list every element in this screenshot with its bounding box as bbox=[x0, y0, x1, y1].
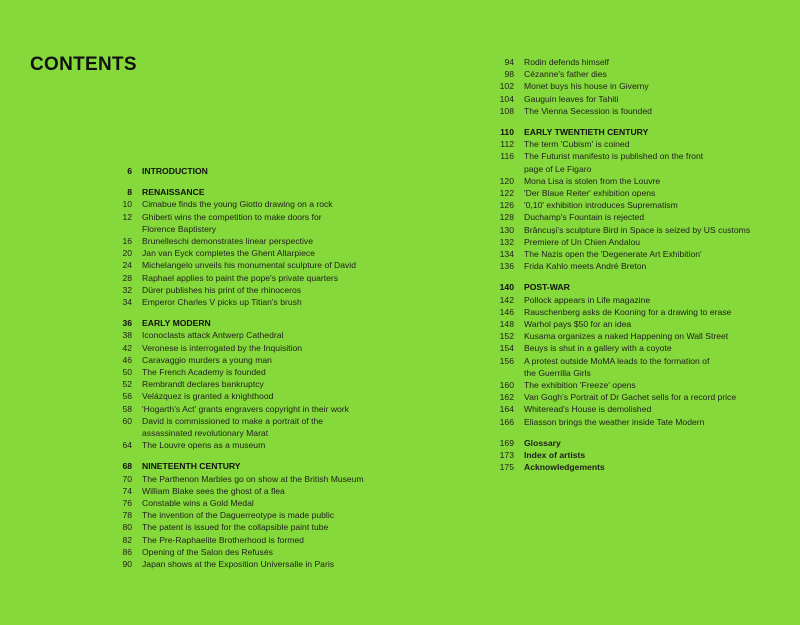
page-number: 156 bbox=[499, 355, 514, 366]
page-number: 36 bbox=[122, 318, 132, 329]
entry-title: Dürer publishes his print of the rhinoceros bbox=[142, 284, 302, 295]
toc-entry bbox=[492, 93, 782, 105]
entry-title: Frida Kahlo meets André Breton bbox=[524, 261, 647, 272]
entry-title: Caravaggio murders a young man bbox=[142, 354, 272, 365]
toc-entry bbox=[492, 199, 782, 211]
page-number: 148 bbox=[499, 319, 514, 330]
entry-title: Iconoclasts attack Antwerp Cathedral bbox=[142, 330, 284, 341]
entry-title: Acknowledgements bbox=[524, 462, 605, 473]
entry-title: The invention of the Daguerreotype is made public bbox=[142, 510, 335, 521]
page-number: 146 bbox=[499, 306, 514, 317]
page-number: 102 bbox=[499, 81, 514, 92]
page-number: 162 bbox=[499, 392, 514, 403]
entry-title: The Nazis open the 'Degenerate Art Exhibition' bbox=[524, 249, 702, 260]
entry-title: William Blake sees the ghost of a flea bbox=[142, 485, 285, 496]
contents-column-right bbox=[492, 56, 782, 483]
page-number: 110 bbox=[500, 127, 514, 138]
toc-section bbox=[492, 56, 782, 117]
section-heading bbox=[492, 281, 782, 293]
toc-entry bbox=[492, 260, 782, 272]
page-number: 164 bbox=[499, 404, 514, 415]
entry-title: Index of artists bbox=[524, 450, 586, 461]
toc-entry bbox=[110, 296, 400, 308]
page-number: 112 bbox=[500, 139, 514, 150]
toc-entry bbox=[492, 403, 782, 415]
page-number: 104 bbox=[499, 93, 514, 104]
section-heading bbox=[110, 460, 400, 472]
entry-title: Kusama organizes a naked Happening on Wall Street bbox=[524, 331, 729, 342]
toc-entry bbox=[492, 437, 782, 449]
toc-entry bbox=[492, 211, 782, 223]
toc-entry bbox=[492, 379, 782, 391]
toc-entry bbox=[110, 558, 400, 570]
toc-entry bbox=[492, 449, 782, 461]
toc-section bbox=[110, 460, 400, 570]
entry-title: Cimabue finds the young Giotto drawing on a rock bbox=[142, 199, 333, 210]
page-number: 175 bbox=[499, 462, 514, 473]
page-number: 80 bbox=[122, 522, 132, 533]
page-number: 12 bbox=[122, 211, 132, 222]
page-number: 8 bbox=[127, 187, 132, 198]
entry-title: The Futurist manifesto is published on the front bbox=[524, 151, 704, 162]
toc-entry bbox=[492, 236, 782, 248]
toc-entry bbox=[492, 80, 782, 92]
entry-title: page of Le Figaro bbox=[524, 163, 592, 174]
page-number: 128 bbox=[499, 212, 514, 223]
entry-title: Mona Lisa is stolen from the Louvre bbox=[524, 175, 661, 186]
toc-section bbox=[110, 186, 400, 308]
page-number: 134 bbox=[499, 249, 514, 260]
toc-entry bbox=[492, 461, 782, 473]
entry-title: Jan van Eyck completes the Ghent Altarpiece bbox=[142, 248, 315, 259]
page-number: 16 bbox=[122, 236, 132, 247]
page-number: 90 bbox=[122, 559, 132, 570]
toc-entry bbox=[492, 150, 782, 162]
entry-title: The Vienna Secession is founded bbox=[524, 105, 652, 116]
toc-entry bbox=[110, 329, 400, 341]
entry-title: Opening of the Salon des Refusés bbox=[142, 546, 273, 557]
entry-title: the Guerrilla Girls bbox=[524, 367, 591, 378]
entry-title: Gauguin leaves for Tahiti bbox=[524, 93, 619, 104]
toc-entry bbox=[492, 248, 782, 260]
page-number: 50 bbox=[122, 367, 132, 378]
page-number: 64 bbox=[122, 440, 132, 451]
toc-section bbox=[492, 281, 782, 427]
section-heading bbox=[110, 165, 400, 177]
page-number: 108 bbox=[499, 105, 514, 116]
entry-title: NINETEENTH CENTURY bbox=[142, 461, 241, 472]
toc-entry bbox=[110, 509, 400, 521]
toc-entry bbox=[110, 354, 400, 366]
entry-title: Veronese is interrogated by the Inquisition bbox=[142, 342, 303, 353]
page-number: 136 bbox=[499, 261, 514, 272]
entry-title: Beuys is shut in a gallery with a coyote bbox=[524, 343, 672, 354]
entry-title: EARLY TWENTIETH CENTURY bbox=[524, 127, 649, 138]
page-number: 169 bbox=[499, 437, 514, 448]
toc-entry bbox=[492, 105, 782, 117]
toc-entry bbox=[492, 68, 782, 80]
entry-continuation bbox=[110, 427, 400, 439]
page-number: 122 bbox=[499, 188, 514, 199]
page-number: 173 bbox=[499, 450, 514, 461]
toc-entry bbox=[492, 416, 782, 428]
page-number: 152 bbox=[499, 331, 514, 342]
toc-entry bbox=[492, 391, 782, 403]
entry-title: EARLY MODERN bbox=[142, 318, 211, 329]
toc-entry bbox=[492, 187, 782, 199]
page-number: 56 bbox=[122, 391, 132, 402]
entry-title: Brunelleschi demonstrates linear perspective bbox=[142, 236, 314, 247]
page-number: 34 bbox=[122, 297, 132, 308]
entry-continuation bbox=[110, 223, 400, 235]
section-heading bbox=[492, 126, 782, 138]
entry-title: The Pre-Raphaelite Brotherhood is formed bbox=[142, 534, 304, 545]
toc-entry bbox=[110, 366, 400, 378]
page-number: 60 bbox=[122, 415, 132, 426]
entry-title: Michelangelo unveils his monumental sculpture of David bbox=[142, 260, 357, 271]
toc-entry bbox=[110, 485, 400, 497]
entry-title: assassinated revolutionary Marat bbox=[142, 428, 269, 439]
entry-title: Pollock appears in Life magazine bbox=[524, 294, 651, 305]
entry-continuation bbox=[492, 163, 782, 175]
toc-entry bbox=[492, 224, 782, 236]
entry-title: Premiere of Un Chien Andalou bbox=[524, 236, 641, 247]
entry-title: The patent is issued for the collapsible paint tube bbox=[142, 522, 329, 533]
page-number: 38 bbox=[122, 330, 132, 341]
toc-entry bbox=[110, 521, 400, 533]
entry-title: 'Hogarth's Act' grants engravers copyright in their work bbox=[142, 403, 349, 414]
toc-entry bbox=[110, 247, 400, 259]
toc-entry bbox=[110, 497, 400, 509]
toc-entry bbox=[110, 259, 400, 271]
toc-entry bbox=[110, 403, 400, 415]
entry-title: POST-WAR bbox=[524, 282, 570, 293]
page-title: CONTENTS bbox=[30, 54, 137, 75]
section-heading bbox=[110, 317, 400, 329]
page-number: 74 bbox=[122, 485, 132, 496]
toc-entry bbox=[492, 355, 782, 367]
page-number: 52 bbox=[122, 379, 132, 390]
entry-title: Brâncuși's sculpture Bird in Space is seized by US customs bbox=[524, 224, 751, 235]
contents-column-left bbox=[110, 165, 400, 579]
page-number: 68 bbox=[122, 461, 132, 472]
toc-entry bbox=[110, 284, 400, 296]
toc-entry bbox=[110, 473, 400, 485]
entry-title: Rembrandt declares bankruptcy bbox=[142, 379, 264, 390]
page-number: 58 bbox=[122, 403, 132, 414]
entry-title: Van Gogh's Portrait of Dr Gachet sells for a record price bbox=[524, 392, 737, 403]
page-number: 76 bbox=[122, 498, 132, 509]
page-number: 120 bbox=[499, 175, 514, 186]
entry-title: The Louvre opens as a museum bbox=[142, 440, 266, 451]
page-number: 130 bbox=[499, 224, 514, 235]
page-number: 20 bbox=[122, 248, 132, 259]
entry-title: Velázquez is granted a knighthood bbox=[142, 391, 274, 402]
entry-title: Glossary bbox=[524, 437, 561, 448]
page-number: 116 bbox=[500, 151, 514, 162]
entry-title: Emperor Charles V picks up Titian's brush bbox=[142, 297, 302, 308]
entry-title: INTRODUCTION bbox=[142, 166, 208, 176]
toc-entry bbox=[110, 235, 400, 247]
entry-title: Raphael applies to paint the pope's private quarters bbox=[142, 272, 339, 283]
page-number: 132 bbox=[499, 236, 514, 247]
page-number: 24 bbox=[122, 260, 132, 271]
toc-entry bbox=[110, 546, 400, 558]
page-number: 32 bbox=[122, 284, 132, 295]
toc-entry bbox=[492, 138, 782, 150]
toc-entry bbox=[492, 175, 782, 187]
toc-entry bbox=[492, 306, 782, 318]
toc-entry bbox=[110, 415, 400, 427]
page-number: 98 bbox=[504, 69, 514, 80]
entry-title: Constable wins a Gold Medal bbox=[142, 498, 254, 509]
toc-entry bbox=[110, 439, 400, 451]
toc-entry bbox=[492, 342, 782, 354]
page-number: 78 bbox=[122, 510, 132, 521]
entry-title: Rauschenberg asks de Kooning for a drawing to erase bbox=[524, 306, 732, 317]
entry-continuation bbox=[492, 367, 782, 379]
toc-entry bbox=[492, 330, 782, 342]
page-number: 42 bbox=[122, 342, 132, 353]
entry-title: Cézanne's father dies bbox=[524, 69, 607, 80]
entry-title: 'Der Blaue Reiter' exhibition opens bbox=[524, 188, 656, 199]
page-number: 166 bbox=[499, 416, 514, 427]
toc-section bbox=[110, 165, 400, 177]
toc-entry bbox=[110, 534, 400, 546]
toc-entry bbox=[110, 390, 400, 402]
entry-title: Whiteread's House is demolished bbox=[524, 404, 652, 415]
entry-title: The exhibition 'Freeze' opens bbox=[524, 380, 636, 391]
page-number: 28 bbox=[122, 272, 132, 283]
entry-title: RENAISSANCE bbox=[142, 187, 205, 198]
entry-title: Warhol pays $50 for an idea bbox=[524, 319, 632, 330]
page-number: 86 bbox=[122, 546, 132, 557]
toc-entry bbox=[492, 56, 782, 68]
entry-title: Monet buys his house in Giverny bbox=[524, 81, 649, 92]
page-number: 140 bbox=[499, 282, 514, 293]
page-number: 160 bbox=[499, 380, 514, 391]
entry-title: David is commissioned to make a portrait of the bbox=[142, 415, 324, 426]
entry-title: '0,10' exhibition introduces Suprematism bbox=[524, 200, 678, 211]
toc-entry bbox=[110, 211, 400, 223]
page-number: 94 bbox=[504, 57, 514, 67]
section-heading bbox=[110, 186, 400, 198]
page-number: 142 bbox=[499, 294, 514, 305]
page-number: 70 bbox=[122, 473, 132, 484]
entry-title: The French Academy is founded bbox=[142, 367, 266, 378]
page-number: 46 bbox=[122, 354, 132, 365]
entry-title: Ghiberti wins the competition to make doors for bbox=[142, 211, 322, 222]
toc-entry bbox=[492, 318, 782, 330]
toc-section bbox=[110, 317, 400, 451]
entry-title: The term 'Cubism' is coined bbox=[524, 139, 630, 150]
page-number: 82 bbox=[122, 534, 132, 545]
toc-entry bbox=[492, 294, 782, 306]
back-matter-section bbox=[492, 437, 782, 474]
entry-title: The Parthenon Marbles go on show at the British Museum bbox=[142, 473, 364, 484]
entry-title: Eliasson brings the weather inside Tate Modern bbox=[524, 416, 705, 427]
toc-entry bbox=[110, 342, 400, 354]
toc-entry bbox=[110, 378, 400, 390]
toc-section bbox=[492, 126, 782, 272]
entry-title: Duchamp's Fountain is rejected bbox=[524, 212, 645, 223]
toc-entry bbox=[110, 198, 400, 210]
page-number: 10 bbox=[122, 199, 132, 210]
page-number: 6 bbox=[127, 166, 132, 176]
page-number: 154 bbox=[499, 343, 514, 354]
entry-title: Rodin defends himself bbox=[524, 57, 610, 67]
entry-title: A protest outside MoMA leads to the formation of bbox=[524, 355, 710, 366]
page-number: 126 bbox=[499, 200, 514, 211]
toc-entry bbox=[110, 272, 400, 284]
entry-title: Florence Baptistery bbox=[142, 223, 217, 234]
entry-title: Japan shows at the Exposition Universalle in Paris bbox=[142, 559, 335, 570]
